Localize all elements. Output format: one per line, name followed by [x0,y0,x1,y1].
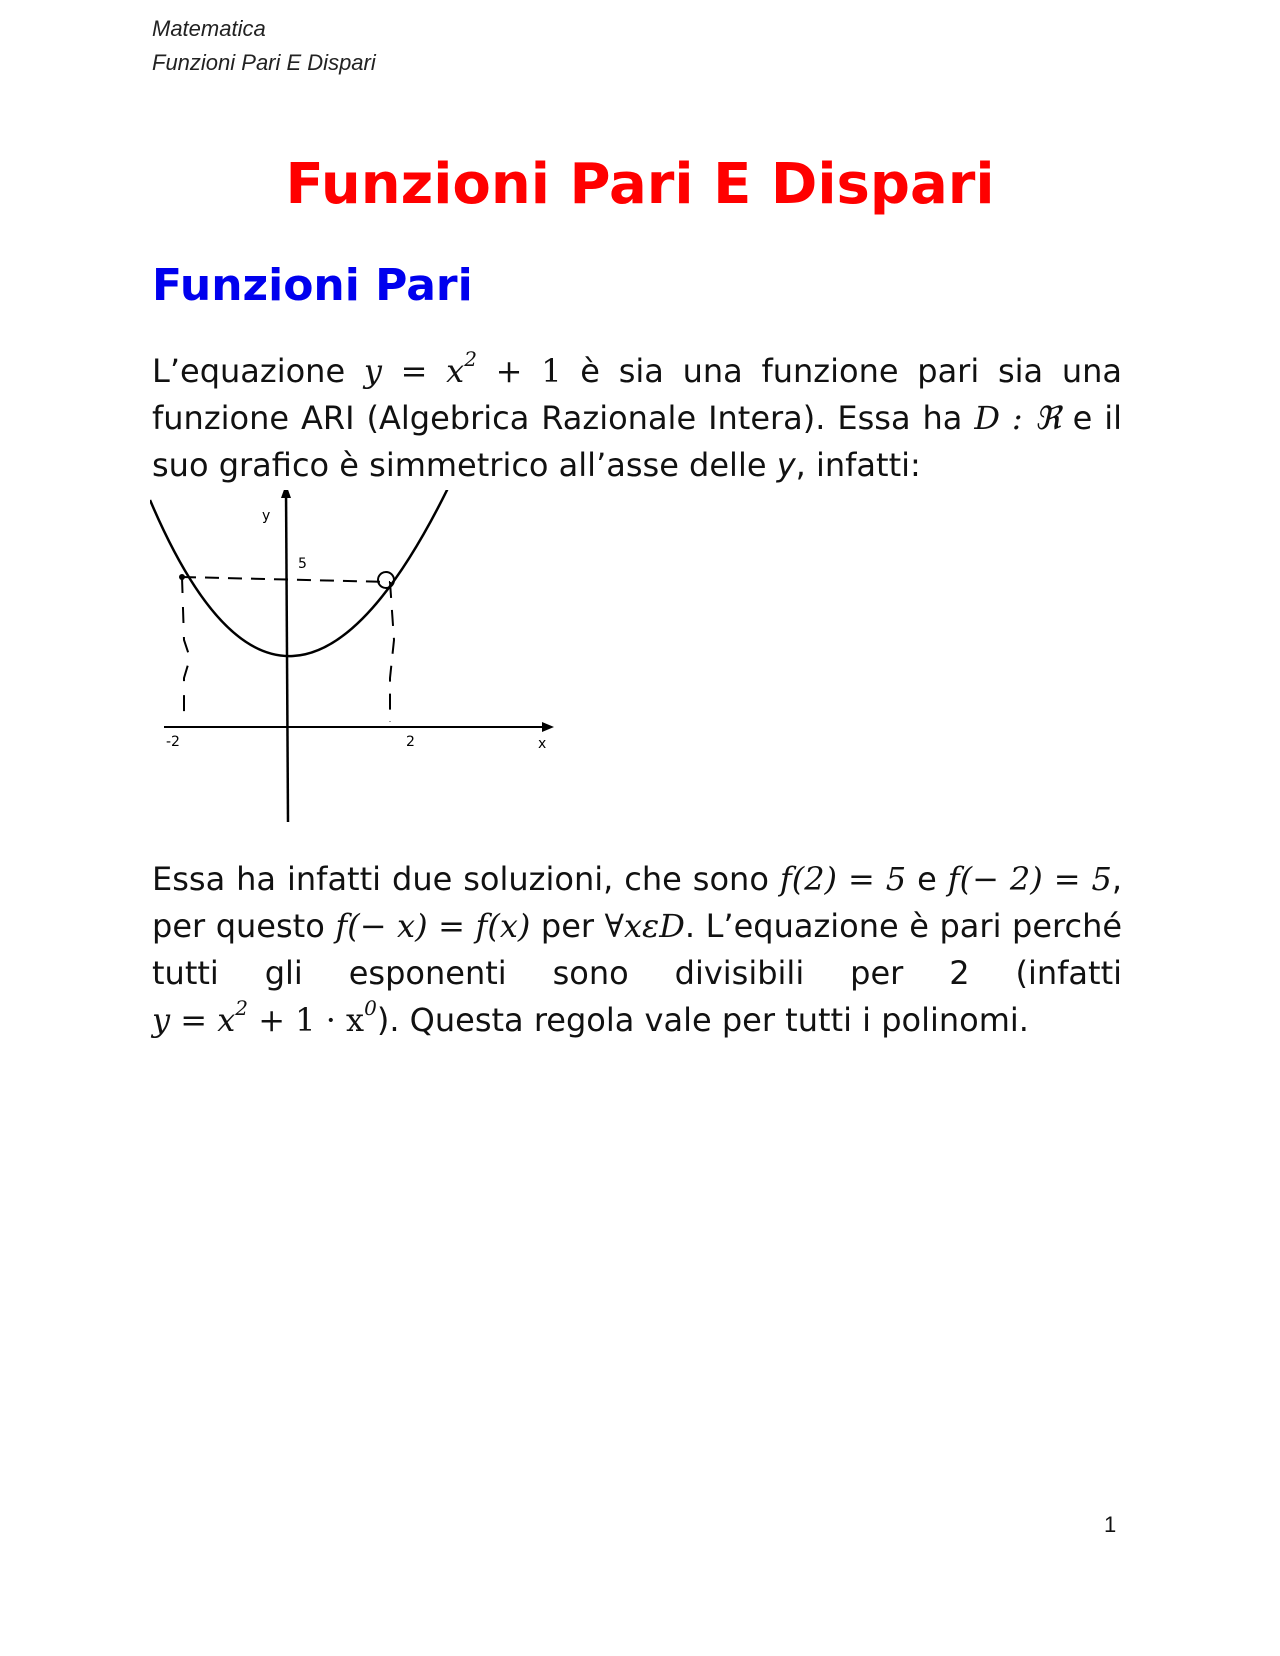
parabola-curve [150,490,450,656]
parabola-graph [150,490,570,830]
running-header [152,12,376,80]
text: per [530,907,605,945]
point-left [179,574,185,580]
equation: $y = x^2 + 1$ [363,347,562,390]
x-right-label: 2 [406,734,415,750]
point-right [378,572,394,588]
page-number: 1 [1104,1512,1117,1537]
y-axis-arrow-icon [281,490,291,498]
paragraph-2 [152,856,1122,1044]
polynomial-expression: $y = x^2 + 1 \cdot x^0$ [152,996,377,1039]
f-of-minus-2: f(− 2) = 5 [947,860,1112,898]
text: e [906,860,948,898]
header-subject: Matematica [152,16,266,41]
paragraph-1 [152,348,1122,489]
section-heading: Funzioni Pari [152,260,473,311]
text: . L’equazione è pari perché tutti gli esponenti sono divisibili per 2 (infatti [152,907,1123,992]
text: ). Questa regola vale per tutti i polinomi. [376,1001,1029,1039]
x-axis-label: x [538,736,547,752]
y-tick-label: 5 [298,556,307,572]
y-variable: y [776,446,796,484]
text: , infatti: [795,446,921,484]
symmetry-expression: f(− x) = f(x) [335,907,531,945]
f-of-2: f(2) = 5 [779,860,907,898]
text: Essa ha infatti due soluzioni, che sono [152,860,780,898]
text: , per questo [152,860,1122,945]
text: e il suo grafico è simmetrico all’asse delle [152,399,1123,484]
text: L’equazione [152,352,364,390]
page-title: Funzioni Pari E Dispari [285,152,995,217]
text: è sia una funzione pari sia una funzione ARI (Algebrica Razionale Intera). Essa ha [152,352,1122,437]
y-axis-label: y [262,508,271,524]
dashed-left [182,577,190,722]
domain-expression: D : ℜ [974,399,1061,437]
forall-expression: ∀xεD [604,907,685,945]
header-topic: Funzioni Pari E Dispari [152,50,376,75]
dashed-right [390,582,394,722]
x-left-label: -2 [166,734,180,750]
x-axis-arrow-icon [542,722,554,732]
